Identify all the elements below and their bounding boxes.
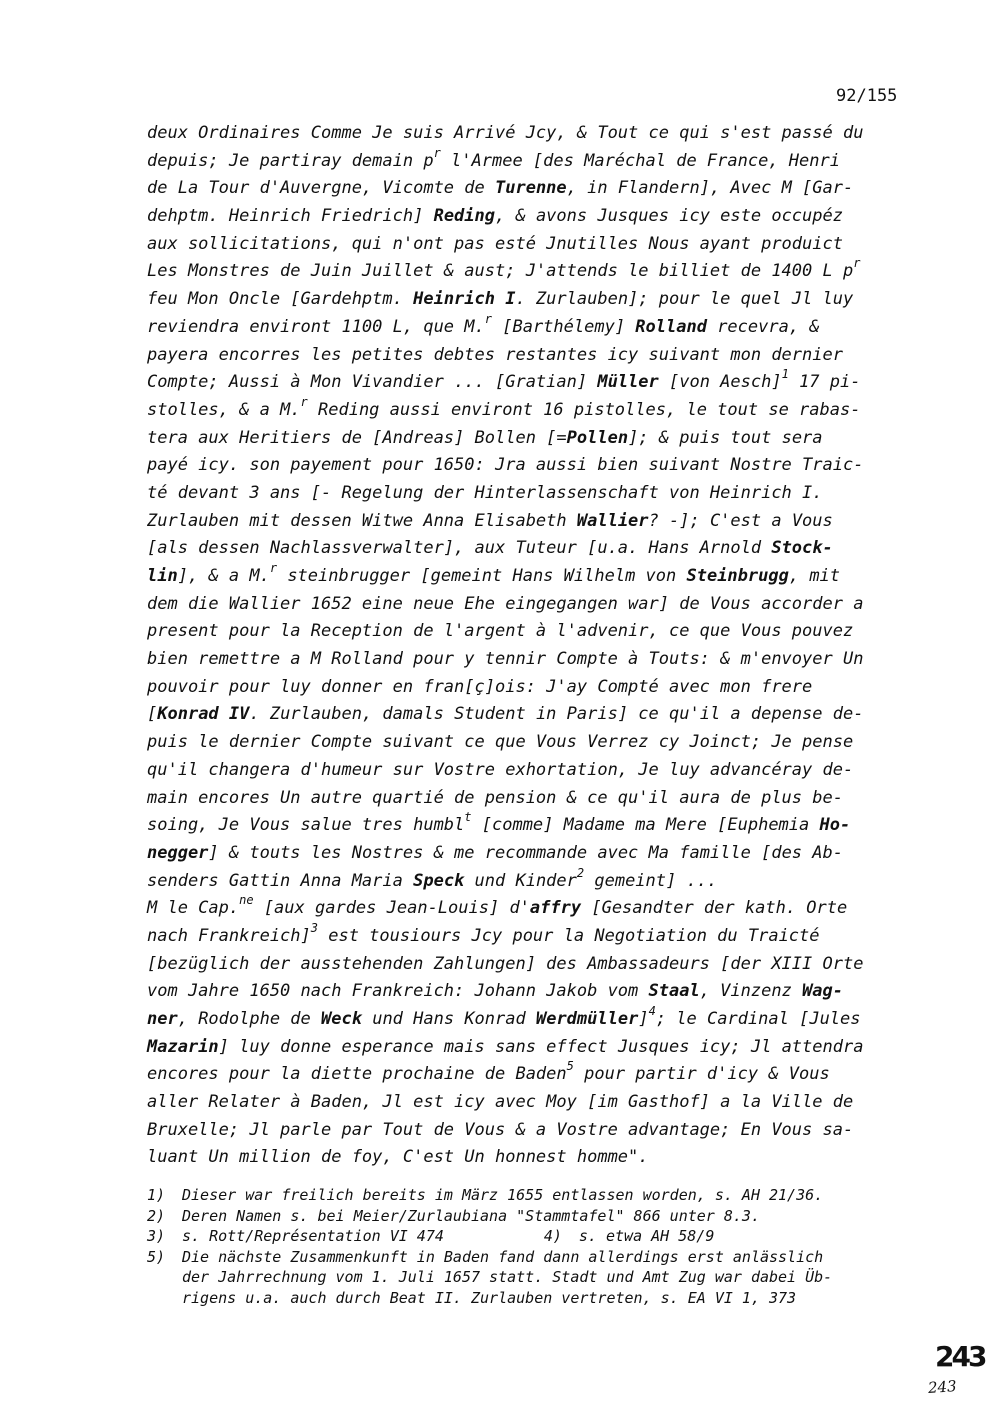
text-line: bien remettre a M Rolland pour y tennir Compte à Touts: & m'envoyer Un — [147, 649, 864, 670]
letter-body — [147, 120, 887, 1172]
text-line: vom Jahre 1650 nach Frankreich: Johann Jakob vom Staal, Vinzenz Wag- — [147, 981, 844, 1002]
footnote: 5) Die nächste Zusammenkunft in Baden fand dann allerdings erst anlässlich — [147, 1247, 824, 1266]
text-line: dem die Wallier 1652 eine neue Ehe eingegangen war] de Vous accorder a — [147, 593, 864, 614]
footnote: 1) Dieser war freilich bereits im März 1655 entlassen worden, s. AH 21/36. — [147, 1186, 824, 1204]
page-number: 92/155 — [836, 86, 898, 106]
text-line: nach Frankreich]$^3$ est tousiours Jcy pour la Negotiation du Traicté — [147, 920, 820, 946]
text-line: stolles, & a M.$^r$ Reding aussi environt 16 pistolles, le tout se rabas- — [147, 394, 861, 420]
text-line: negger] & touts les Nostres & me recommande avec Ma famille [des Ab- — [147, 842, 843, 863]
archive-stamp-number: 243 — [935, 1340, 985, 1373]
text-line: senders Gattin Anna Maria Speck und Kinder$^2$ gemeint] ... — [147, 865, 718, 891]
text-line: luant Un million de foy, C'est Un honnest homme". — [147, 1147, 649, 1168]
text-line: qu'il changera d'humeur sur Vostre exhortation, Je luy advancéray de- — [147, 759, 854, 780]
text-line: soing, Je Vous salue tres humbl$^t$ [comme] Madame ma Mere [Euphemia Ho- — [147, 810, 851, 836]
text-line: [als dessen Nachlassverwalter], aux Tuteur [u.a. Hans Arnold Stock- — [147, 538, 833, 559]
text-line: dehptm. Heinrich Friedrich] Reding, & avons Jusques icy este occupéz — [147, 206, 843, 227]
text-line: Zurlauben mit dessen Witwe Anna Elisabeth Wallier? -]; C'est a Vous — [147, 510, 833, 531]
text-line: aux sollicitations, qui n'ont pas esté Jnutilles Nous ayant produict — [147, 233, 843, 254]
text-line: té devant 3 ans [- Regelung der Hinterlassenschaft von Heinrich I. — [147, 482, 823, 503]
text-line: lin], & a M.$^r$ steinbrugger [gemeint Hans Wilhelm von Steinbrugg, mit — [147, 561, 841, 586]
text-line: payé icy. son payement pour 1650: Jra aussi bien suivant Nostre Traic- — [147, 455, 864, 476]
text-line: reviendra environt 1100 L, que M.$^r$ [Barthélemy] Rolland recevra, & — [147, 311, 820, 337]
text-line: present pour la Reception de l'argent à l'advenir, ce que Vous pouvez — [147, 621, 854, 642]
text-line: puis le dernier Compte suivant ce que Vous Verrez cy Joinct; Je pense — [147, 732, 854, 753]
footnote: 2) Deren Namen s. bei Meier/Zurlaubiana "Stammtafel" 866 unter 8.3. — [147, 1206, 760, 1225]
text-line: M le Cap.$^{ne}$ [aux gardes Jean-Louis] d'affry [Gesandter der kath. Orte — [147, 893, 848, 919]
text-line: Compte; Aussi à Mon Vivandier ... [Gratian] Müller [von Aesch]$^1$ 17 pi- — [147, 367, 861, 393]
footnotes — [147, 1185, 907, 1308]
footnote-continuation: rigens u.a. auch durch Beat II. Zurlauben vertreten, s. EA VI 1, 373 — [182, 1288, 797, 1307]
text-line: de La Tour d'Auvergne, Vicomte de Turenne, in Flandern], Avec M [Gar- — [147, 178, 854, 199]
handwritten-page-number: 243 — [927, 1377, 958, 1397]
text-line: ner, Rodolphe de Weck und Hans Konrad Werdmüller]$^4$; le Cardinal [Jules — [147, 1004, 861, 1029]
text-line: aller Relater à Baden, Jl est icy avec Moy [im Gasthof] a la Ville de — [147, 1092, 854, 1113]
footnote-continuation: der Jahrrechnung vom 1. Juli 1657 statt. Stadt und Amt Zug war dabei Üb- — [182, 1268, 833, 1286]
text-line: Bruxelle; Jl parle par Tout de Vous & a Vostre advantage; En Vous sa- — [147, 1119, 854, 1140]
text-line: pouvoir pour luy donner en fran[ç]ois: J'ay Compté avec mon frere — [147, 676, 813, 697]
text-line: [Konrad IV. Zurlauben, damals Student in Paris] ce qu'il a depense de- — [147, 704, 864, 725]
text-line: main encores Un autre quartié de pension & ce qu'il aura de plus be- — [147, 787, 843, 808]
text-line: feu Mon Oncle [Gardehptm. Heinrich I. Zurlauben]; pour le quel Jl luy — [147, 289, 854, 310]
text-line: deux Ordinaires Comme Je suis Arrivé Jcy, & Tout ce qui s'est passé du — [147, 123, 864, 143]
text-line: tera aux Heritiers de [Andreas] Bollen [=Pollen]; & puis tout sera — [147, 427, 823, 448]
footnote: 3) s. Rott/Représentation VI 474 4) s. etwa AH 58/9 — [147, 1227, 715, 1245]
text-line: Les Monstres de Juin Juillet & aust; J'attends le billiet de 1400 L $p^r$ — [147, 256, 861, 282]
text-line: depuis; Je partiray demain $p^r$ l'Armee [des Maréchal de France, Henri — [147, 145, 840, 171]
text-line: payera encorres les petites debtes restantes icy suivant mon dernier — [147, 344, 843, 365]
text-line: Mazarin] luy donne esperance mais sans effect Jusques icy; Jl attendra — [147, 1036, 864, 1057]
text-line: [bezüglich der ausstehenden Zahlungen] des Ambassadeurs [der XIII Orte — [147, 953, 864, 974]
text-line: encores pour la diette prochaine de Baden$^5$ pour partir d'icy & Vous — [147, 1059, 830, 1085]
